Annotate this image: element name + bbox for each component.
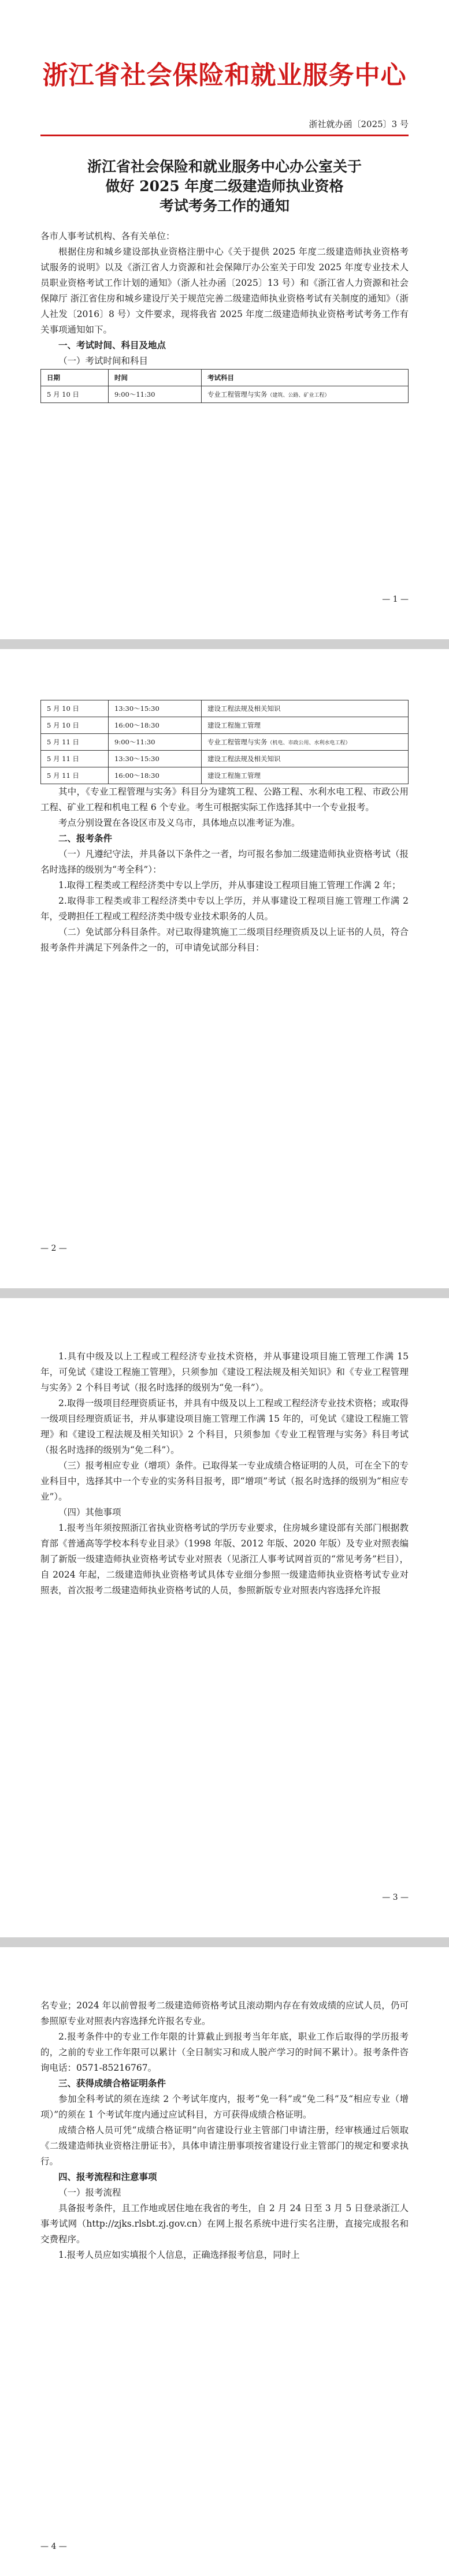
- page-number: — 2 —: [40, 1244, 67, 1253]
- cell-time: 16:00～18:30: [109, 767, 202, 784]
- cell-time: 9:00～11:30: [109, 386, 202, 403]
- table-row: [41, 717, 409, 734]
- section-heading-2: 二、报考条件: [58, 833, 113, 844]
- cell-date: 5 月 10 日: [41, 717, 109, 734]
- paragraph: 参加全科考试的须在连续 2 个考试年度内，报考“免一科”或“免二科”及“相应专业（增项）”的须在 1 个考试年度内通过应试科目，方可获得成绩合格证明。: [40, 2094, 409, 2120]
- paragraph: 具备报考条件，且工作地或居住地在我省的考生，自 2 月 24 日至 3 月 5 日登录浙江人事考试网（http://zjks.rlsbt.zj.gov.cn）在网上报名系统中进行实名注册，直接完成报名和交费程序。: [40, 2203, 409, 2245]
- subsection-heading: （一）考试时间和科目: [58, 356, 149, 366]
- subject-name: 专业工程管理与实务: [207, 390, 268, 398]
- paragraph: 2.取得一级项目经理资质证书，并具有中级及以上工程或工程经济专业技术资格；或取得一级项目经理资质证书，并从事建设项目施工管理工作满 15 年的，可免试《建设工程施工管理》和《建设工程法规及相关知识》2 个科目，只须参加《专业工程管理与实务》科目考试（报名时选择的级别为“免二科”）。: [40, 1398, 409, 1455]
- subject-name: 专业工程管理与实务: [207, 738, 268, 746]
- paragraph: （三）报考相应专业（增项）条件。已取得某一专业成绩合格证明的人员，可在全下的专业科目中，选择其中一个专业的实务科目报考，即“增项”考试（报名时选择的级别为“相应专业”）。: [40, 1460, 409, 1502]
- subsection-heading: （四）其他事项: [58, 1507, 121, 1518]
- table-row: [41, 751, 409, 767]
- table-row: [41, 386, 409, 403]
- paragraph: 考点分别设置在各设区市及义乌市，具体地点以准考证为准。: [58, 818, 300, 828]
- cell-subject: [202, 751, 409, 767]
- page-1: [0, 0, 449, 639]
- red-divider: [40, 135, 409, 136]
- paragraph: （一）凡遵纪守法，并具备以下条件之一者，均可报名参加二级建造师执业资格考试（报名时选择的级别为“考全科”）：: [40, 849, 409, 875]
- document-title-line-1: 浙江省社会保险和就业服务中心办公室关于: [87, 158, 362, 175]
- header-subject: 考试科目: [202, 370, 409, 386]
- cell-subject: [202, 767, 409, 784]
- table-header-row: [41, 370, 409, 386]
- cell-time: 13:30～15:30: [109, 700, 202, 717]
- cell-date: 5 月 11 日: [41, 734, 109, 751]
- paragraph: 其中，《专业工程管理与实务》科目分为建筑工程、公路工程、水利水电工程、市政公用工程、矿业工程和机电工程 6 个专业。考生可根据实际工作选择其中一个专业报考。: [40, 786, 409, 812]
- cell-time: 13:30～15:30: [109, 751, 202, 767]
- section-heading-3: 三、获得成绩合格证明条件: [58, 2078, 166, 2089]
- exam-schedule-table-part-2: [40, 700, 409, 784]
- cell-time: 9:00～11:30: [109, 734, 202, 751]
- document-number: 浙社就办函〔2025〕3 号: [309, 119, 409, 129]
- cell-subject: [202, 386, 409, 403]
- document-title-line-3: 考试考务工作的通知: [159, 197, 290, 214]
- cell-date: 5 月 11 日: [41, 751, 109, 767]
- page-number: — 3 —: [382, 1893, 409, 1902]
- addressee: 各市人事考试机构、各有关单位：: [40, 231, 175, 241]
- paragraph: （二）免试部分科目条件。对已取得建筑施工二级项目经理资质及以上证书的人员，符合报考条件并满足下列条件之一的，可申请免试部分科目：: [40, 927, 409, 953]
- paragraph: 1.报考人员应如实填报个人信息，正确选择报考信息，同时上: [58, 2250, 300, 2260]
- paragraph: 2.取得非工程类或非工程经济类中专以上学历，并从事建设工程项目施工管理工作满 2 年，受聘担任工程或工程经济类中级专业技术职务的人员。: [40, 896, 409, 922]
- paragraph: 2.报考条件中的专业工作年限的计算截止到报考当年年底，职业工作后取得的学历报考的，之前的专业工作年限可以累计（全日制实习和成人脱产学习的时间不累计）。报考条件咨询电话：0571-85216767。: [40, 2031, 409, 2073]
- page-3: [0, 1298, 449, 1937]
- subject-name: 建设工程法规及相关知识: [207, 755, 281, 763]
- paragraph: 1.报考当年须按照浙江省执业资格考试的学历专业要求，住房城乡建设部有关部门根据教育部《普通高等学校本科专业目录》（1998 年版、2012 年版、2020 年版）及专业对照表编制了新版一级建造师执业资格考试专业对照表（见浙江人事考试网首页的“常见考务”栏目），自 2024 年起，二级建造师执业资格考试具体专业细分参照一级建造师执业资格考试专业对照表，首次报考二级建造师执业资格考试的人员，参照新版专业对照表内容选择允许报: [40, 1523, 409, 1595]
- cell-subject: [202, 734, 409, 751]
- paragraph: 成绩合格人员可凭“成绩合格证明”向省建设行业主管部门申请注册，经审核通过后领取《二级建造师执业资格注册证书》，具体申请注册事项按省建设行业主管部门的规定和要求执行。: [40, 2125, 409, 2167]
- paragraph: 名专业；2024 年以前曾报考二级建造师资格考试且滚动期内存在有效成绩的应试人员，仍可参照原专业对照表内容选择允许报名专业。: [40, 2000, 409, 2026]
- subject-note: （机电、市政公用、水利水电工程）: [267, 740, 351, 746]
- issuer-title: 浙江省社会保险和就业服务中心: [42, 61, 407, 90]
- cell-subject: [202, 700, 409, 717]
- paragraph: 1.取得工程类或工程经济类中专以上学历，并从事建设工程项目施工管理工作满 2 年；: [58, 880, 401, 890]
- header-time: 时间: [109, 370, 202, 386]
- cell-date: 5 月 10 日: [41, 700, 109, 717]
- header-date: 日期: [41, 370, 109, 386]
- cell-time: 16:00～18:30: [109, 717, 202, 734]
- document-title: [40, 157, 409, 216]
- page-number: — 4 —: [40, 2542, 67, 2551]
- table-row: [41, 700, 409, 717]
- section-heading-4: 四、报考流程和注意事项: [58, 2172, 157, 2182]
- page-2: [0, 649, 449, 1288]
- intro-paragraph: 根据住房和城乡建设部执业资格注册中心《关于提供 2025 年度二级建造师执业资格考试服务的说明》以及《浙江省人力资源和社会保障厅办公室关于印发 2025 年度专业技术人员职业资格考试工作计划的通知》（浙人社办函〔2025〕13 号）和《浙江省人力资源和社会保障厅 浙江省住房和城乡建设厅关于规范完善二级建造师执业资格考试有关制度的通知》（浙人社发〔2016〕8 号）文件要求，现将我省 2025 年度二级建造师执业资格考试考务工作有关事项通知如下。: [40, 247, 409, 335]
- subject-name: 建设工程施工管理: [207, 721, 261, 729]
- cell-date: 5 月 10 日: [41, 386, 109, 403]
- page-number: — 1 —: [382, 595, 409, 604]
- exam-schedule-table-part-1: [40, 369, 409, 403]
- subject-name: 建设工程施工管理: [207, 771, 261, 780]
- table-row: [41, 767, 409, 784]
- subject-name: 建设工程法规及相关知识: [207, 704, 281, 713]
- section-heading-1: 一、考试时间、科目及地点: [58, 340, 166, 351]
- paragraph: 1.具有中级及以上工程或工程经济专业技术资格，并从事建设项目施工管理工作满 15 年，可免试《建设工程施工管理》，只须参加《建设工程法规及相关知识》和《专业工程管理与实务》2 个科目考试（报名时选择的级别为“免一科”）。: [40, 1351, 409, 1393]
- cell-subject: [202, 717, 409, 734]
- subsection-heading: （一）报考流程: [58, 2187, 121, 2198]
- subject-note: （建筑、公路、矿业工程）: [267, 393, 330, 398]
- cell-date: 5 月 11 日: [41, 767, 109, 784]
- document-title-line-2: 做好 2025 年度二级建造师执业资格: [105, 178, 344, 195]
- page-4: [0, 1947, 449, 2576]
- table-row: [41, 734, 409, 751]
